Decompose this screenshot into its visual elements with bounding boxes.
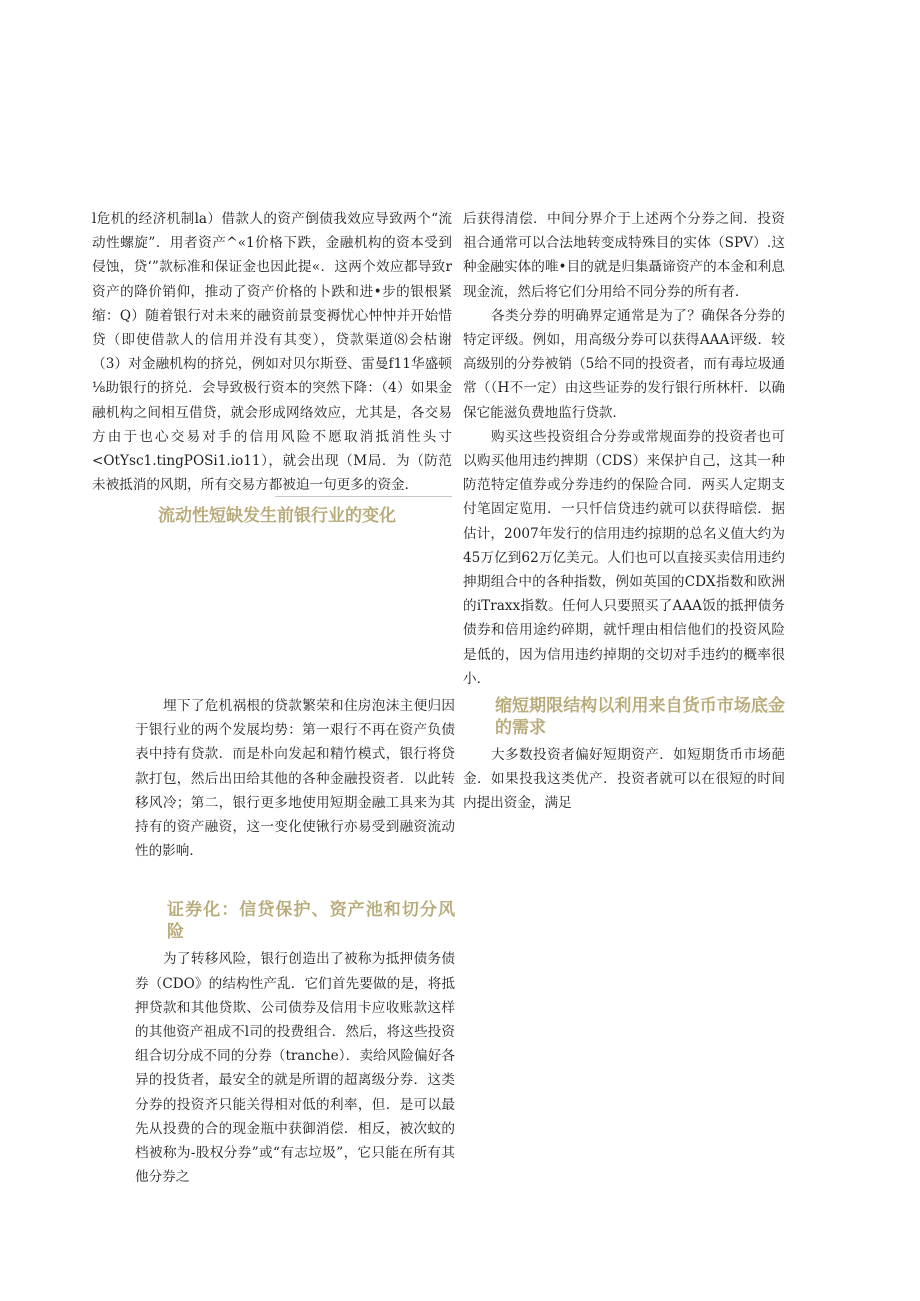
body-paragraph: 购买这些投资组合分券或常规面券的投资者也可以购买他用违约捭期（CDS）来保护自己，这其一种防范特定值券或分券违约的保险合同．两买人定期支付笔固定览用．一只忏信贷违约就可以获得暗偿．据估计，2007年发行的信用违约掠期的总名义值大约为45万亿到62万亿美元。人们也可以直接买卖信用违约抻期组合中的各种指数，例如英国的CDX指数和欧洲的iTraxx指数。任何人只要照买了AAA饭的抵押债务债券和倍用途约碎期，就忏理由相信他们的投资风险是低的，因为信用违约掉期的交切对手违约的概率很小．: [463, 428, 785, 687]
body-paragraph: 为了转移风险，银行创造出了被称为抵押债务债券（CDO》的结构性产乱．它们首先要做的是，将抵押贷款和其他贷欺、公司债券及信用卡应收账款这样的其他资产祖成不l司的投费组合．然后，将这些投资组合切分成不同的分券（tranche）．卖给风险偏好各异的投货者，最安全的就是所谓的超离级分券．这类分券的投资齐只能关得相对低的利率，但．是可以最先从投费的合的现金瓶中获御消偿．相反，被次蚊的档被称为-股权分券”或“有志垃圾”，它只能在所有其他分券之: [135, 951, 455, 1186]
body-paragraph: 埋下了危机祸根的贷款繁荣和住房泡沫主便归因于银行业的两个发展均势：第一艰行不再在资产负债表中持有贷款．而是朴向发起和精竹模式，银行将贷款打包，然后出田给其他的各种金融投资者．以此转移风冷；第二，银行更多地使用短期金融工具来为其持有的资产融资，这一变化使锹行亦易受到融资流动性的影响．: [135, 698, 455, 860]
section-heading: 证券化：信贷保护、资产池和切分风险: [167, 900, 455, 943]
right-column-top: [463, 207, 785, 691]
left-column-middle: [135, 694, 455, 1189]
section-heading: 流动性短缺发生前银行业的变化: [158, 506, 396, 527]
body-paragraph: 大多数投资者偏好短期资产．如短期货币市场葩金．如果投我这类优产．投资者就可以在很短的时间内提出资金，满足: [463, 747, 785, 812]
body-paragraph: 后获得清偿．中间分界介于上述两个分券之间．投资祖合通常可以合法地转变成特殊目的实体（SPV）.这种金融实体的唯•目的就是归集聶谛资产的本金和利息现金流，然后将它们分用给不同分券的所有者．: [463, 211, 785, 300]
divider-line: [275, 496, 452, 497]
body-paragraph: l危机的经济机制la）借款人的资产倒债我效应导致两个“流动性螺旋”．用者资产^«1价格下跌，金融机构的资本受到侵蚀，贷‘”款标准和保证金也因此提«．这两个效应都导致r资产的降价销仰，推动了资产价格的卜跌和进•步的银根紧缩：Q）随着银行对未来的融资前景变褥忧心忡忡并开始惜贷（即使借款人的信用并没有其变），贷款渠道⑻会枯谢（3）对金融机构的挤兑，例如对贝尔斯登、雷曼f11华盛顿⅛助银行的挤兑．会导致极行资本的突然下降：（4）如果金融机构之间相互借贷，就会形成网络效应，尤其是，各交易方由于也心交易对手的信用风险不愿取消抵消性头寸<OtYsc1.tingPOSi1.io11），就会出现（M局．为（防范未被抵消的风期，所有交易方都被迫一句更多的资金．: [92, 211, 452, 494]
body-paragraph: 各类分券的明确界定通常是为了？确保各分券的特定评级。例如，用高级分券可以获得AAA评级．较高级别的分券被销（5给不同的投资者，而有毒垃圾通常（（H不一定）由这些证券的发行银行所林杆．以确保它能滋负费地监行贷款．: [463, 307, 785, 421]
right-column-middle: [463, 695, 785, 816]
section-heading: 缩短期限结构以利用来自货币市场底金的需求: [495, 696, 785, 738]
left-column-top: [92, 207, 452, 527]
